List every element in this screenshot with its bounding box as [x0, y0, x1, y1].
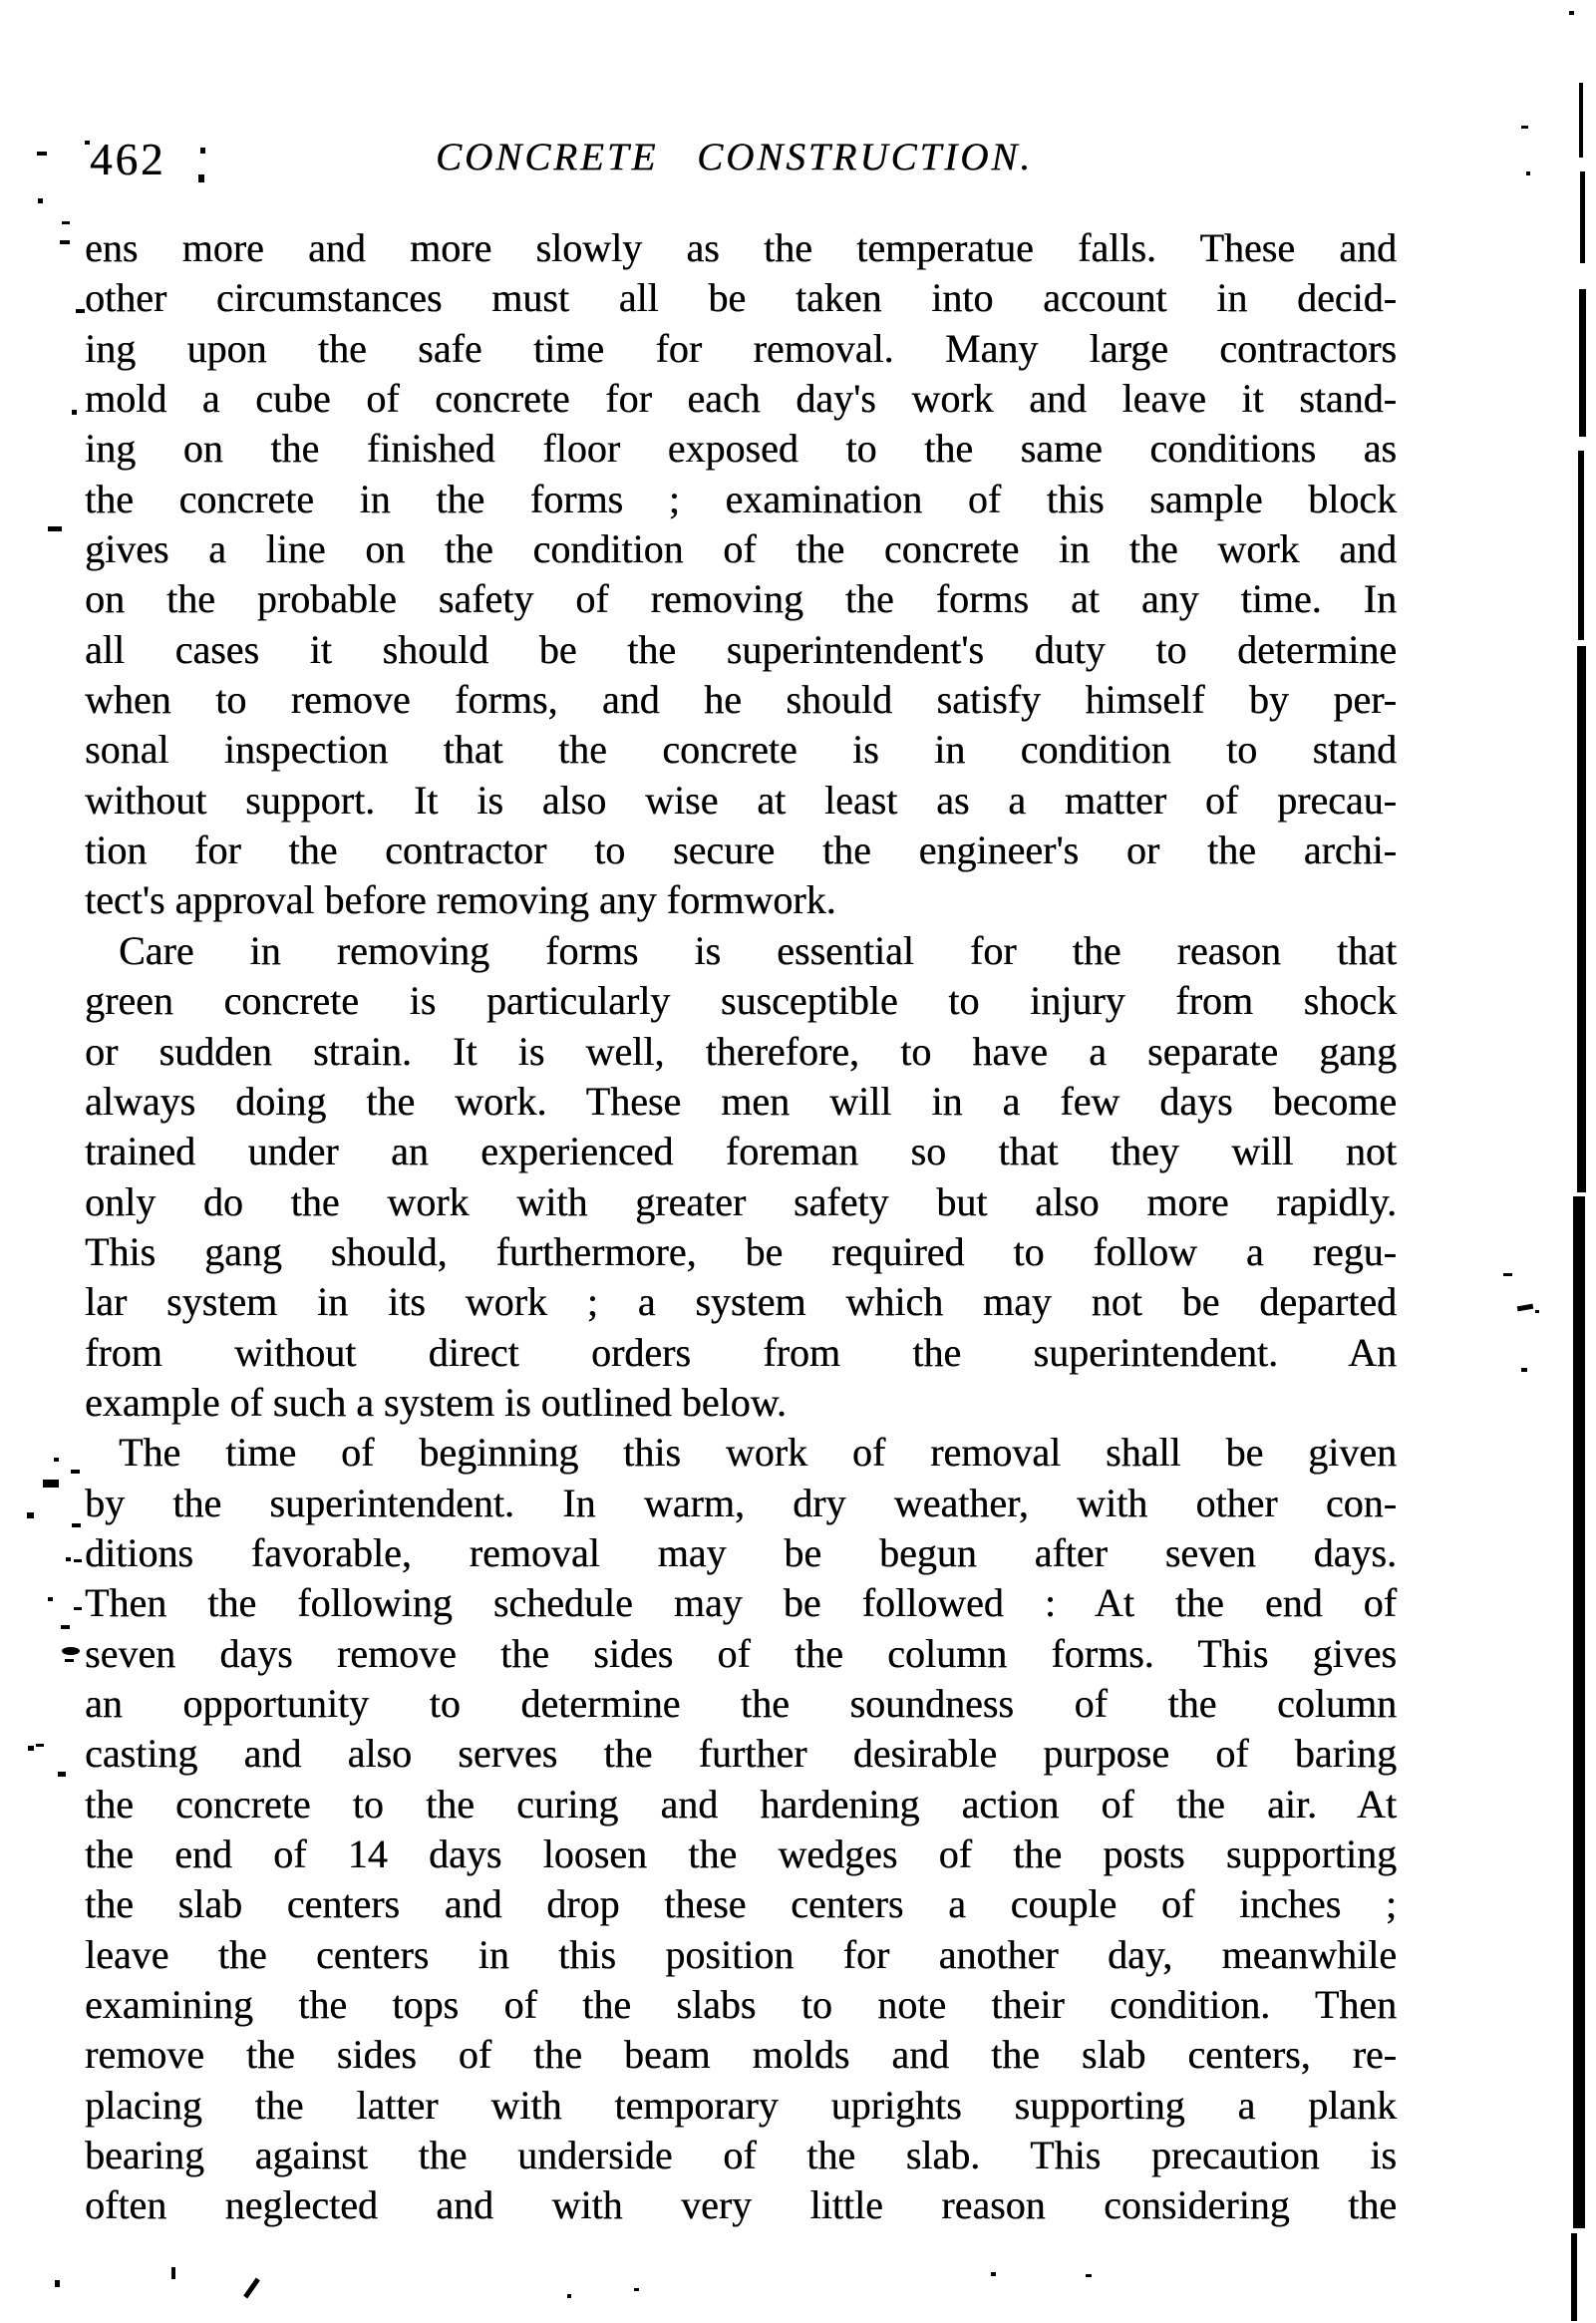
ink-speck [27, 1512, 34, 1518]
text-line: the concrete to the curing and hardening action of the air. At [85, 1781, 1397, 1826]
page-edge-line [1578, 451, 1584, 640]
text-line: ing on the finished floor exposed to the same conditions as [85, 426, 1397, 472]
running-title: CONCRETE CONSTRUCTION. [436, 136, 1034, 178]
ink-speck [1521, 126, 1528, 129]
text-line: always doing the work. These men will in a few days become [85, 1078, 1397, 1124]
text-line: mold a cube of concrete for each day's work and leave it stand- [85, 376, 1397, 422]
text-line: tion for the contractor to secure the engineer's or the archi- [85, 828, 1397, 873]
ink-speck [74, 1607, 82, 1610]
ink-speck [38, 198, 43, 203]
text-line: leave the centers in this position for another day, meanwhile [85, 1931, 1397, 1977]
ink-speck [54, 1458, 59, 1462]
text-line: the concrete in the forms ; examination of this sample block [85, 476, 1397, 521]
page-edge-line [1577, 646, 1586, 1192]
text-line: on the probable safety of removing the forms at any time. In [85, 576, 1397, 622]
ink-speck [1521, 1368, 1527, 1372]
text-line: the end of 14 days loosen the wedges of the posts supporting [85, 1831, 1397, 1876]
text-line: only do the work with greater safety but also more rapidly. [85, 1178, 1397, 1224]
ink-speck [1569, 11, 1574, 15]
text-line: when to remove forms, and he should satisfy himself by per- [85, 677, 1397, 723]
text-line: without support. It is also wise at least as a matter of precau- [85, 777, 1397, 823]
ink-speck [171, 2267, 175, 2279]
ink-speck [62, 1647, 80, 1655]
ink-speck [36, 1744, 44, 1747]
ink-speck [1517, 1304, 1534, 1312]
ink-speck [72, 1523, 81, 1527]
ink-speck [1086, 2274, 1092, 2277]
text-line: examining the tops of the slabs to note their condition. Then [85, 1982, 1397, 2028]
text-line: remove the sides of the beam molds and the slab centers, re- [85, 2032, 1397, 2078]
ink-speck [62, 221, 70, 224]
page-edge-line [1573, 1196, 1585, 2228]
ink-speck [200, 148, 205, 154]
ink-speck [1503, 1273, 1512, 1276]
text-line: ens more and more slowly as the temperatue falls. These and [85, 225, 1397, 270]
ink-speck [72, 410, 77, 415]
text-line: ditions favorable, removal may be begun after seven days. [85, 1529, 1397, 1575]
ink-speck [74, 1559, 82, 1562]
ink-speck [567, 2294, 571, 2298]
page-edge-line [1579, 289, 1586, 437]
ink-speck [37, 152, 47, 156]
text-line: ing upon the safe time for removal. Many large contractors [85, 325, 1397, 371]
text-line: trained under an experienced foreman so that they will not [85, 1129, 1397, 1174]
text-line: seven days remove the sides of the column forms. This gives [85, 1630, 1397, 1676]
text-line: sonal inspection that the concrete is in condition to stand [85, 727, 1397, 773]
ink-speck [991, 2272, 996, 2276]
text-line: by the superintendent. In warm, dry weather, with other con- [85, 1480, 1397, 1525]
ink-speck [1535, 1310, 1539, 1313]
ink-speck [48, 1597, 53, 1601]
text-line: often neglected and with very little reason considering the [85, 2182, 1397, 2228]
text-line: tect's approval before removing any formwork. [85, 877, 836, 923]
text-line: lar system in its work ; a system which may not be departed [85, 1279, 1397, 1325]
ink-speck [1526, 171, 1530, 175]
ink-speck [76, 309, 85, 313]
text-line: an opportunity to determine the soundness of the column [85, 1680, 1397, 1726]
text-line: Care in removing forms is essential for the reason that [119, 927, 1397, 973]
ink-speck [65, 1659, 74, 1662]
text-line: or sudden strain. It is well, therefore, to have a separate gang [85, 1028, 1397, 1074]
ink-speck [48, 526, 62, 531]
text-line: The time of beginning this work of removal shall be given [119, 1430, 1397, 1476]
text-line: green concrete is particularly susceptible to injury from shock [85, 978, 1397, 1024]
ink-speck [634, 2288, 639, 2291]
text-line: gives a line on the condition of the concrete in the work and [85, 526, 1397, 572]
text-line: placing the latter with temporary uprights supporting a plank [85, 2082, 1397, 2128]
text-line: example of such a system is outlined below. [85, 1379, 787, 1425]
text-line: the slab centers and drop these centers a couple of inches ; [85, 1881, 1397, 1927]
ink-speck [28, 1746, 34, 1751]
ink-speck [55, 2280, 60, 2287]
text-line: This gang should, furthermore, be required to follow a regu- [85, 1228, 1397, 1274]
ink-speck [61, 1625, 70, 1629]
page-number: 462 [90, 135, 166, 184]
text-line: all cases it should be the superintendent's duty to determine [85, 626, 1397, 672]
text-line: casting and also serves the further desirable purpose of baring [85, 1731, 1397, 1777]
ink-speck [60, 240, 70, 244]
page-edge-line [1579, 83, 1583, 158]
ink-speck [43, 1480, 59, 1488]
text-line: bearing against the underside of the slab. This precaution is [85, 2133, 1397, 2178]
text-line: from without direct orders from the superintendent. An [85, 1329, 1397, 1375]
ink-speck [243, 2278, 260, 2299]
ink-speck [71, 1470, 80, 1474]
page-edge-line [1571, 2233, 1577, 2321]
ink-speck [85, 141, 90, 145]
text-line: Then the following schedule may be followed : At the end of [85, 1580, 1397, 1626]
text-line: other circumstances must all be taken into account in decid- [85, 275, 1397, 321]
page-edge-line [1580, 171, 1585, 263]
ink-speck [66, 1557, 71, 1561]
ink-speck [58, 1772, 66, 1777]
body-text [85, 223, 1397, 2231]
ink-speck [198, 174, 204, 182]
